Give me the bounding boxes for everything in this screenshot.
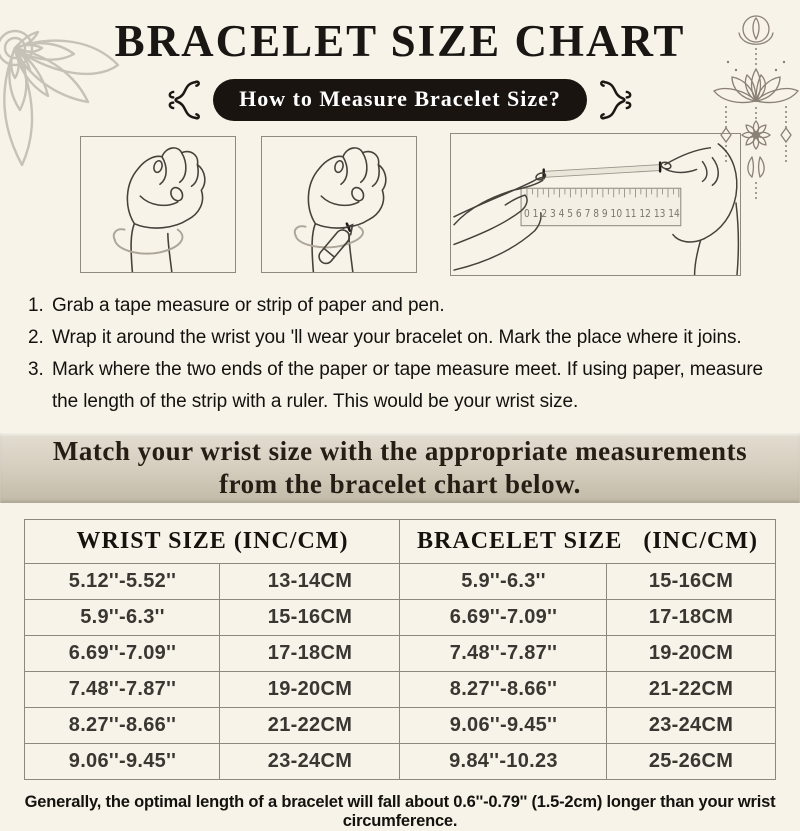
illustration-ruler-measure	[450, 133, 741, 276]
flourish-right-icon	[600, 76, 634, 124]
wrist-inches-cell: 5.9''-6.3''	[25, 599, 220, 635]
bracelet-cm-cell: 15-16CM	[607, 563, 775, 599]
hand-with-string-icon	[81, 137, 235, 272]
size-chart-table	[24, 519, 775, 780]
subtitle-row	[0, 76, 800, 124]
page-title: BRACELET SIZE CHART	[114, 16, 686, 66]
step-number: 1.	[28, 295, 44, 316]
bracelet-cm-cell: 19-20CM	[607, 635, 775, 671]
bracelet-inches-cell: 5.9''-6.3''	[400, 563, 607, 599]
bracelet-size-header: BRACELET SIZE (INC/CM)	[400, 519, 775, 563]
wrist-inches-cell: 8.27''-8.66''	[25, 707, 220, 743]
wrist-cm-cell: 17-18CM	[220, 635, 400, 671]
step-text: Grab a tape measure or strip of paper and pen.	[52, 295, 445, 316]
wrist-inches-cell: 9.06''-9.45''	[25, 743, 220, 779]
instruction-step	[28, 322, 772, 354]
bracelet-inches-cell: 6.69''-7.09''	[400, 599, 607, 635]
footer-note: Generally, the optimal length of a bracelet will fall about 0.6''-0.79'' (1.5-2cm) longer than your wrist circumference.	[24, 792, 776, 830]
illustrations-row	[0, 133, 800, 279]
wrist-cm-cell: 19-20CM	[220, 671, 400, 707]
wrist-size-header: WRIST SIZE (INC/CM)	[25, 519, 400, 563]
hands-with-ruler-icon	[451, 134, 740, 275]
illustration-mark-pen	[261, 136, 417, 273]
bracelet-inches-cell: 9.84''-10.23	[400, 743, 607, 779]
bracelet-cm-cell: 17-18CM	[607, 599, 775, 635]
bracelet-inches-cell: 8.27''-8.66''	[400, 671, 607, 707]
table-row	[25, 599, 775, 635]
match-banner	[0, 433, 800, 503]
wrist-cm-cell: 21-22CM	[220, 707, 400, 743]
wrist-inches-cell: 6.69''-7.09''	[25, 635, 220, 671]
ruler-numbers: 0 1 2 3 4 5 6 7 8 9 10 11 12 13 14	[524, 207, 680, 220]
subtitle-pill: How to Measure Bracelet Size?	[213, 79, 587, 121]
instruction-step	[28, 354, 772, 418]
bracelet-cm-cell: 21-22CM	[607, 671, 775, 707]
table-row	[25, 743, 775, 779]
match-banner-text: Match your wrist size with the appropriate measurements from the bracelet chart below.	[52, 435, 748, 499]
wrist-inches-cell: 5.12''-5.52''	[25, 563, 220, 599]
bracelet-inches-cell: 7.48''-7.87''	[400, 635, 607, 671]
instructions-list	[28, 290, 772, 418]
step-text: Mark where the two ends of the paper or tape measure meet. If using paper, measure the length of the strip with a ruler. This would be your wrist size.	[52, 358, 764, 412]
hand-with-pen-icon	[262, 137, 416, 272]
bracelet-cm-cell: 23-24CM	[607, 707, 775, 743]
step-number: 3.	[28, 358, 44, 380]
bracelet-inches-cell: 9.06''-9.45''	[400, 707, 607, 743]
table-row	[25, 671, 775, 707]
instruction-step	[28, 290, 772, 322]
wrist-cm-cell: 13-14CM	[220, 563, 400, 599]
step-text: Wrap it around the wrist you 'll wear your bracelet on. Mark the place where it joins.	[52, 326, 742, 348]
illustration-wrap-tape	[80, 136, 236, 273]
table-row	[25, 635, 775, 671]
flourish-left-icon	[166, 76, 200, 124]
table-row	[25, 563, 775, 599]
table-row	[25, 707, 775, 743]
wrist-cm-cell: 15-16CM	[220, 599, 400, 635]
bracelet-cm-cell: 25-26CM	[607, 743, 775, 779]
wrist-inches-cell: 7.48''-7.87''	[25, 671, 220, 707]
step-number: 2.	[28, 326, 44, 348]
table-header-row	[25, 519, 775, 563]
wrist-cm-cell: 23-24CM	[220, 743, 400, 779]
